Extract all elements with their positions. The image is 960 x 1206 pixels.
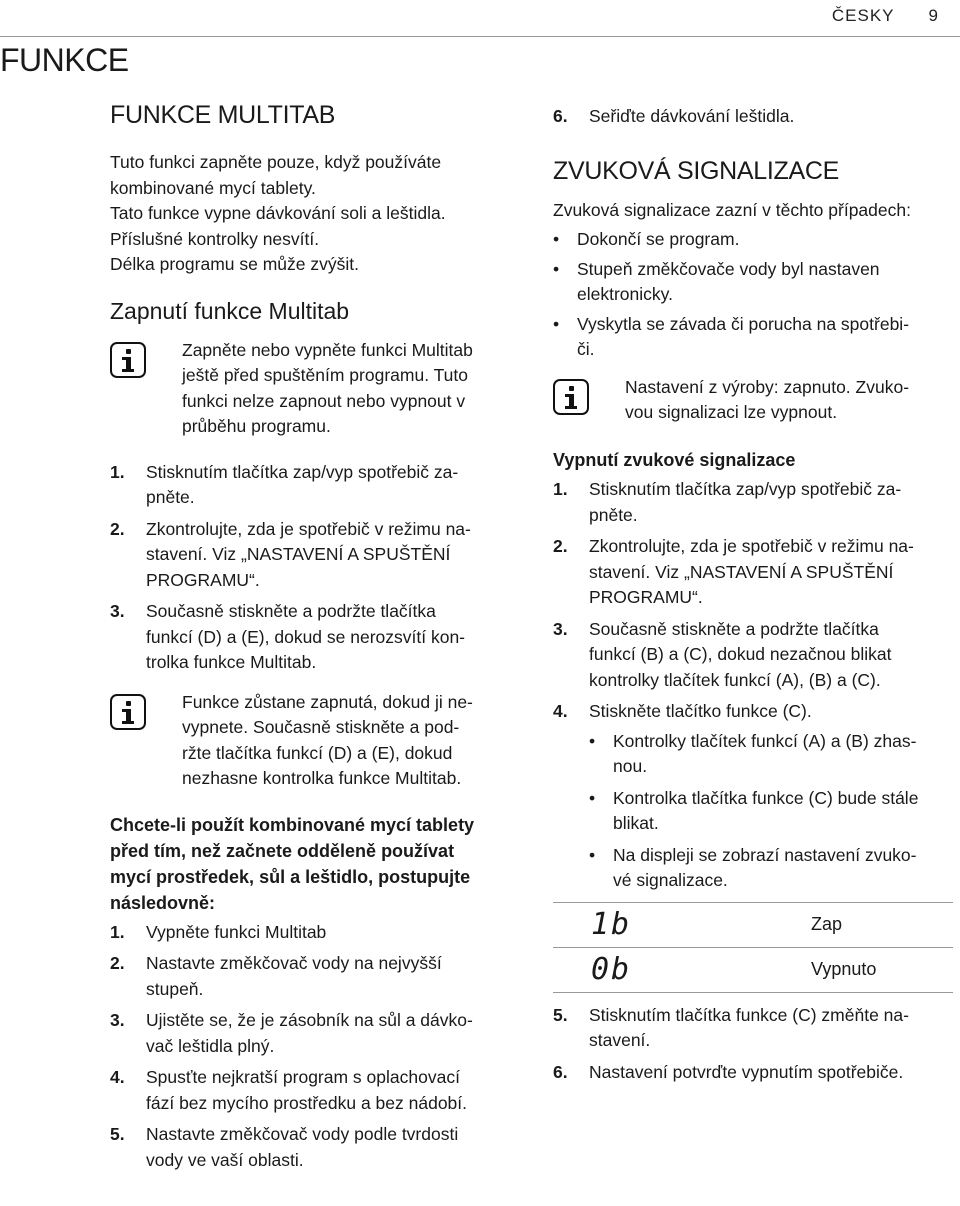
multitab-intro: [110, 150, 520, 278]
text-line: • Vyskytla se závada či porucha na spotřebi-: [577, 313, 910, 334]
step-number: 2.: [110, 953, 125, 973]
text-line: funkcí (B) a (C), dokud nezačnou blikat: [589, 644, 892, 664]
text-line: elektronicky.: [577, 284, 673, 304]
step-number: 4.: [553, 701, 568, 721]
text-line: stavení.: [589, 1030, 651, 1050]
list-item: [110, 951, 520, 1002]
text-line: Současně stiskněte a podržte tlačítka: [589, 618, 879, 639]
list-item: [110, 1008, 520, 1059]
text-line: Zkontrolujte, zda je spotřebič v režimu na-: [589, 536, 914, 556]
text-line: vypnete. Současně stiskněte a pod-: [182, 717, 460, 737]
list-item: [553, 534, 957, 611]
text-line: ržte tlačítka funkcí (D) a (E), dokud: [182, 742, 453, 763]
text-line: či.: [577, 339, 595, 359]
text-line: následovně:: [110, 892, 216, 913]
text-line: stavení. Viz „NASTAVENÍ A SPUŠTĚNÍ: [589, 561, 894, 582]
display-code: 0b: [553, 947, 811, 992]
right-column: [553, 104, 957, 1085]
display-code: 1b: [553, 902, 811, 947]
text-line: • Kontrolka tlačítka funkce (C) bude stále: [613, 787, 919, 808]
text-line: pněte.: [589, 504, 638, 525]
text-line: • Kontrolky tlačítek funkcí (A) a (B) zhas-: [613, 730, 917, 751]
list-item: [589, 786, 957, 837]
display-label: Vypnuto: [811, 947, 953, 992]
multitab-steps: [110, 460, 520, 676]
text-line: vač leštidla plný.: [146, 1035, 275, 1056]
text-line: • Dokončí se program.: [577, 229, 740, 249]
page-number: 9: [928, 6, 938, 25]
text-line: stupeň.: [146, 978, 204, 999]
left-column: [110, 100, 520, 1173]
section-title-multitab: FUNKCE MULTITAB: [110, 101, 336, 129]
text-line: Chcete-li použít kombinované mycí tablety: [110, 814, 475, 835]
text-line: mycí prostředek, sůl a leštidlo, postupujte: [110, 866, 471, 887]
sound-cases: [553, 227, 957, 363]
list-item: [553, 1060, 957, 1086]
list-item: [110, 517, 520, 594]
text-line: před tím, než začnete odděleně používat: [110, 840, 455, 861]
step-number: 3.: [110, 601, 125, 621]
text-line: Nastavte změkčovač vody na nejvyšší: [146, 953, 442, 973]
subsection-title: Zapnutí funkce Multitab: [110, 297, 350, 324]
header-divider: [0, 36, 960, 37]
text-line: Funkce zůstane zapnutá, dokud ji ne-: [182, 691, 473, 712]
header-language: ČESKY: [831, 6, 895, 25]
text-line: nou.: [613, 756, 648, 776]
text-line: ještě před spuštěním programu. Tuto: [182, 365, 468, 385]
tablet-steps: [110, 920, 520, 1174]
text-line: průběhu programu.: [182, 416, 331, 436]
step-number: 3.: [110, 1010, 125, 1030]
text-line: PROGRAMU“.: [589, 587, 703, 607]
text-line: Nastavte změkčovač vody podle tvrdosti: [146, 1124, 459, 1144]
list-item: [110, 1122, 520, 1173]
info-note-2: [110, 690, 520, 792]
step-number: 1.: [553, 479, 568, 499]
text-line: funkci nelze zapnout nebo vypnout v: [182, 390, 466, 411]
page-header: [832, 6, 938, 26]
text-line: Ujistěte se, že je zásobník na sůl a dávko-: [146, 1010, 473, 1030]
info-icon: [553, 379, 589, 415]
text-line: • Stupeň změkčovače vody byl nastaven: [577, 258, 880, 279]
list-item: [589, 729, 957, 780]
chapter-title: FUNKCE: [0, 42, 129, 78]
text-line: Stisknutím tlačítka zap/vyp spotřebič za-: [589, 479, 902, 499]
list-item: [589, 843, 957, 894]
display-label: Zap: [811, 902, 953, 947]
text-line: PROGRAMU“.: [146, 569, 260, 590]
step-number: 3.: [553, 618, 568, 639]
text-line: Stisknutím tlačítka zap/vyp spotřebič za-: [146, 461, 459, 482]
text-line: stavení. Viz „NASTAVENÍ A SPUŠTĚNÍ: [146, 544, 451, 564]
step-number: 6.: [553, 1061, 568, 1082]
table-row: [553, 947, 953, 992]
text-line: vody ve vaší oblasti.: [146, 1149, 304, 1170]
info-icon: [110, 694, 146, 730]
text-line: blikat.: [613, 813, 659, 833]
list-item: [553, 104, 957, 130]
text-line: Spusťte nejkratší program s oplachovací: [146, 1067, 460, 1087]
text-line: Zapněte nebo vypněte funkci Multitab: [182, 339, 473, 360]
display-table: [553, 902, 953, 993]
text-line: fází bez mycího prostředku a bez nádobí.: [146, 1092, 468, 1113]
text-line: • Na displeji se zobrazí nastavení zvuko-: [613, 844, 917, 865]
table-row: [553, 902, 953, 947]
list-item: [553, 1003, 957, 1054]
text-line: Nastavení z výroby: zapnuto. Zvuko-: [625, 376, 910, 397]
text-line: Příslušné kontrolky nesvítí.: [110, 228, 320, 249]
text-line: Seřiďte dávkování leštidla.: [589, 106, 795, 126]
text-line: Tato funkce vypne dávkování soli a leštidla.: [110, 203, 446, 223]
step-number: 2.: [110, 518, 125, 539]
text-line: Vypněte funkci Multitab: [146, 921, 327, 942]
info-note-1: [110, 338, 520, 440]
bold-note: [110, 812, 520, 916]
sound-sub-bullets: [589, 729, 957, 894]
step-number: 1.: [110, 461, 125, 482]
text-line: pněte.: [146, 487, 195, 507]
subheading-sound-off: Vypnutí zvukové signalizace: [553, 449, 796, 470]
text-line: kombinované mycí tablety.: [110, 177, 316, 198]
step-number: 5.: [553, 1004, 568, 1025]
text-line: Současně stiskněte a podržte tlačítka: [146, 601, 436, 621]
text-line: nezhasne kontrolka funkce Multitab.: [182, 768, 462, 788]
list-item: [553, 477, 957, 528]
text-line: kontrolky tlačítek funkcí (A), (B) a (C).: [589, 669, 881, 690]
sound-steps: [553, 477, 957, 725]
text-line: trolka funkce Multitab.: [146, 652, 317, 672]
list-item: [553, 699, 957, 725]
text-line: Stisknutím tlačítka funkce (C) změňte na-: [589, 1004, 909, 1025]
list-item: [110, 920, 520, 946]
section-title-sound: ZVUKOVÁ SIGNALIZACE: [553, 156, 840, 185]
list-item: [553, 227, 957, 253]
sound-steps-after: [553, 1003, 957, 1086]
text-line: Nastavení potvrďte vypnutím spotřebiče.: [589, 1061, 904, 1082]
list-item: [110, 599, 520, 676]
step-number: 2.: [553, 536, 568, 556]
info-note-sound: [553, 375, 957, 426]
sound-intro: Zvuková signalizace zazní v těchto případech:: [553, 199, 911, 220]
text-line: Délka programu se může zvýšit.: [110, 254, 359, 274]
list-item: [553, 312, 957, 363]
text-line: Zkontrolujte, zda je spotřebič v režimu na-: [146, 518, 471, 539]
text-line: vou signalizaci lze vypnout.: [625, 402, 838, 422]
step-number: 6.: [553, 106, 568, 126]
list-item: [110, 460, 520, 511]
list-item: [110, 1065, 520, 1116]
step-number: 4.: [110, 1067, 125, 1087]
text-line: funkcí (D) a (E), dokud se nerozsvítí kon-: [146, 626, 466, 647]
step-number: 1.: [110, 921, 125, 942]
text-line: Tuto funkci zapněte pouze, když používáte: [110, 152, 442, 172]
text-line: Stiskněte tlačítko funkce (C).: [589, 701, 812, 721]
info-icon: [110, 342, 146, 378]
list-item: [553, 617, 957, 694]
step-number: 5.: [110, 1124, 125, 1144]
list-item: [553, 257, 957, 308]
text-line: vé signalizace.: [613, 870, 728, 890]
rinse-step: [553, 104, 957, 130]
